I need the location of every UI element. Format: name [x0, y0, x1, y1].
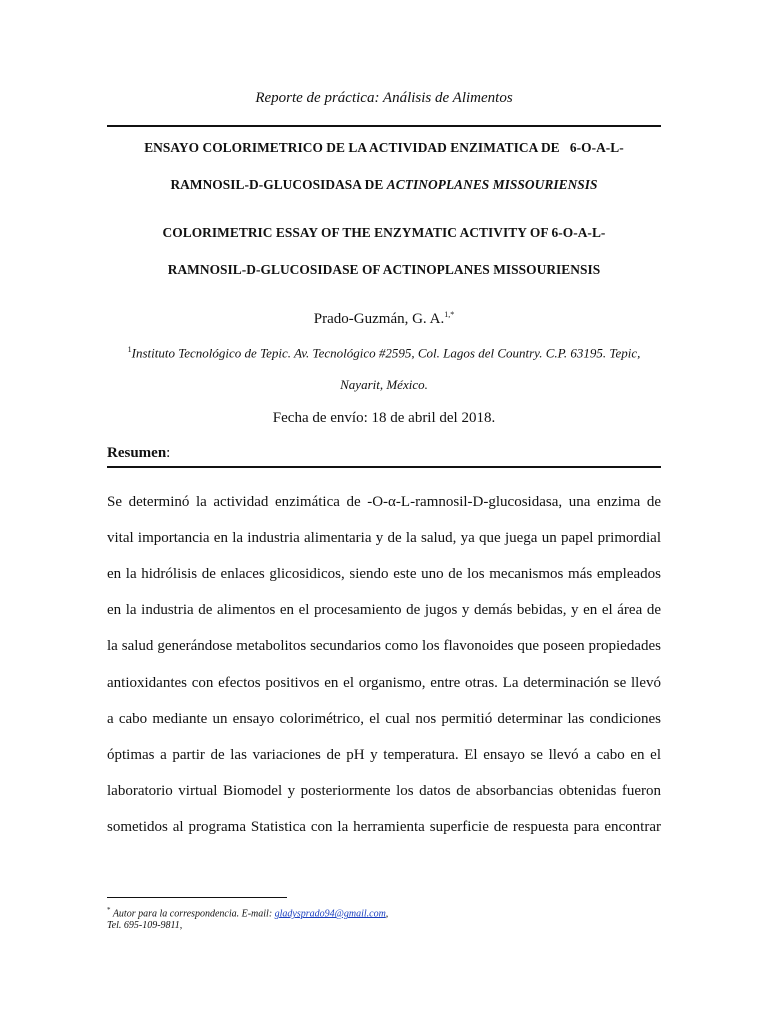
footnote-comma: ,	[385, 908, 389, 920]
author-name: Prado-Guzmán, G. A.	[313, 311, 445, 327]
abstract-line: antioxidantes con efectos positivos en el organismo, entre otras. La determinación se llevó	[107, 674, 661, 691]
title-es-line-2-prefix: RAMNOSIL-D-GLUCOSIDASA DE	[170, 177, 387, 192]
abstract-line: óptimas a partir de las variaciones de pH y temperatura. El ensayo se llevó a cabo en el	[107, 746, 661, 763]
affiliation-line-1	[107, 345, 661, 361]
abstract-line: laboratorio virtual Biomodel y posteriormente los datos de absorbancias obtenidas fueron	[107, 782, 661, 799]
affiliation-text-1: Instituto Tecnológico de Tepic. Av. Tecnológico #2595, Col. Lagos del Country. C.P. 63195. Tepic,	[131, 345, 641, 361]
affiliation-mark: 1	[127, 345, 132, 354]
title-es-line-1: ENSAYO COLORIMETRICO DE LA ACTIVIDAD ENZIMATICA DE 6-O-A-L-	[144, 140, 624, 155]
abstract-line: en la industria de alimentos en el procesamiento de jugos y demás bebidas, y en el área de	[107, 602, 661, 619]
footnote-phone: Tel. 695-109-9811,	[107, 920, 183, 931]
resumen-heading	[107, 445, 170, 462]
header-rule	[107, 125, 661, 127]
abstract-line: la salud generándose metabolitos secundarios como los flavonoides que poseen propiedades	[107, 638, 661, 655]
running-header: Reporte de práctica: Análisis de Alimentos	[255, 90, 513, 106]
footnote-mark: *	[107, 906, 111, 914]
resumen-label: Resumen	[107, 445, 167, 461]
footnote-text: Autor para la correspondencia. E-mail:	[110, 908, 275, 920]
footnote-line-1	[107, 906, 388, 919]
resumen-colon: :	[166, 445, 171, 461]
author-line	[0, 310, 768, 328]
abstract-line: vital importancia en la industria alimentaria y de la salud, ya que juega un papel primordial	[107, 530, 661, 547]
resumen-rule	[107, 466, 661, 468]
affiliation-line-2: Nayarit, México.	[340, 377, 428, 392]
abstract-line: sometidos al programa Statistica con la herramienta superficie de respuesta para encontrar	[107, 818, 661, 835]
title-es-line-2	[60, 177, 708, 193]
footnote-rule	[107, 897, 287, 898]
author-marks: 1,*	[444, 310, 455, 319]
submission-date: Fecha de envío: 18 de abril del 2018.	[272, 410, 496, 426]
title-es-organism: ACTINOPLANES MISSOURIENSIS	[386, 177, 598, 192]
abstract-line: a cabo mediante un ensayo colorimétrico, el cual nos permitió determinar las condiciones	[107, 710, 661, 727]
footnote-email-link[interactable]: gladysprado94@gmail.com	[274, 908, 386, 920]
title-en-line-2: RAMNOSIL-D-GLUCOSIDASE OF ACTINOPLANES MISSOURIENSIS	[167, 262, 601, 277]
abstract-line: en la hidrólisis de enlaces glicosidicos, siendo este uno de los mecanismos más empleados	[107, 566, 661, 583]
title-en-line-1: COLORIMETRIC ESSAY OF THE ENZYMATIC ACTIVITY OF 6-O-A-L-	[162, 225, 606, 240]
abstract-line: Se determinó la actividad enzimática de -O-α-L-ramnosil-D-glucosidasa, una enzima de	[107, 494, 661, 510]
